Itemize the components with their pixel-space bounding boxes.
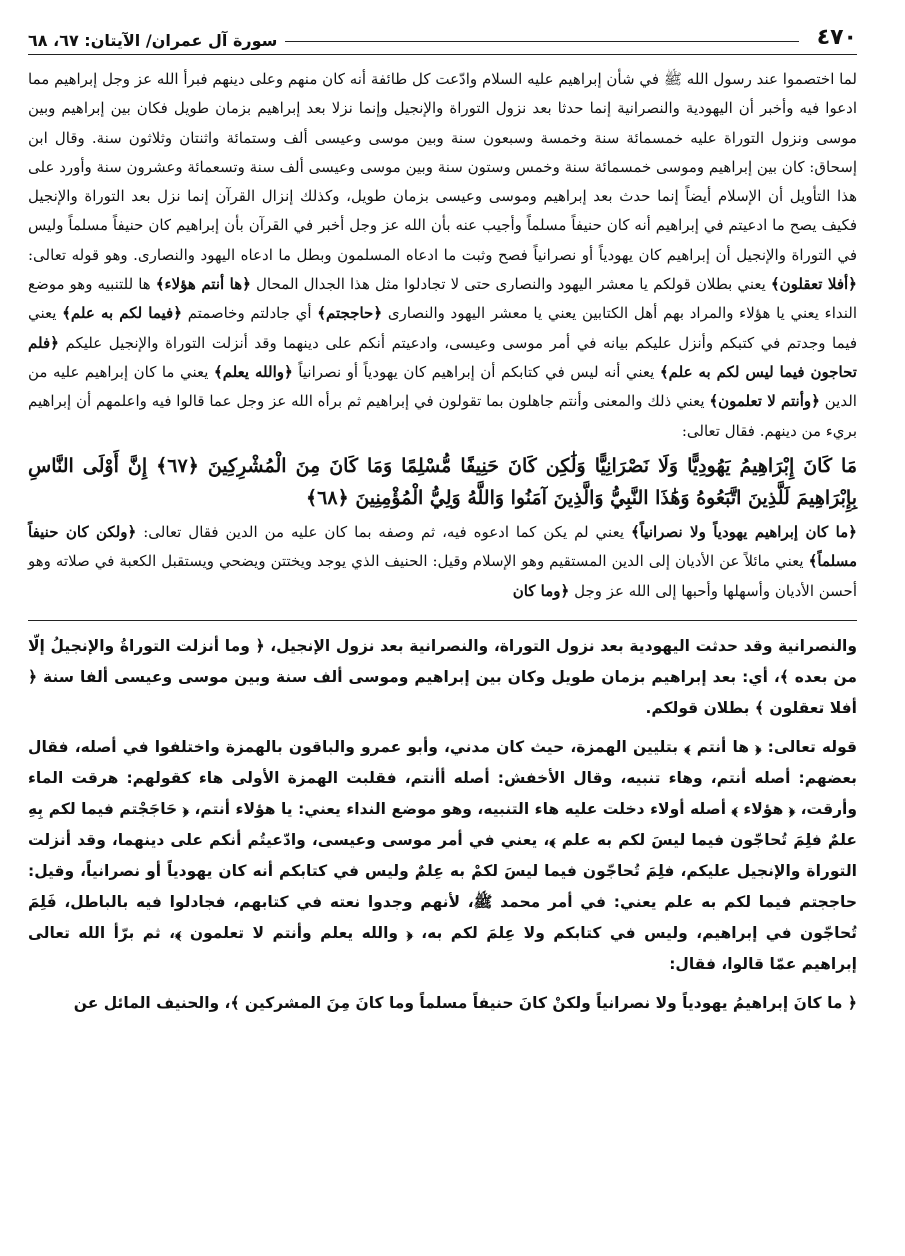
tafsir-paragraph: لما اختصموا عند رسول الله ﷺ في شأن إبراهيم عليه السلام وادّعت كل طائفة أنه كان منهم وعلى دينهم فبرأ الله عز وجل إبراهيم مما ادعوا فيه وأخبر أن اليهودية والنصرانية إنما حدثا بعد نزول التوراة والإنجيل وإنما نزلا بعد إبراهيم بزمان طويل فكان بين إبراهيم وبين موسى ونزول التوراة عليه خمسمائة سنة وخمسة وسبعون سنة وبين موسى وعيسى ألف وستمائة واثنتان وثلاثون سنة. وقال ابن إسحاق: كان بين إبراهيم وموسى خمسمائة سنة وخمس وستون سنة وبين موسى وعيسى ألف سنة وتسعمائة وعشرون سنة وأورد على هذا التأويل أن الإسلام أيضاً إنما حدث بعد إبراهيم وموسى وعيسى بزمان طويل، وكذلك إنزال القرآن إنما نزل بعد التوراة والإنجيل فكيف يصح ما ادعيتم في إبراهيم أنه كان حنيفاً مسلماً وأجيب عنه بأن الله عز وجل أخبر في القرآن بأن إبراهيم كان حنيفاً مسلماً وليس في التوراة والإنجيل أن إبراهيم كان يهودياً أو نصرانياً فصح وثبت ما ادعاه المسلمون وبطل ما ادعاه اليهود والنصارى. وهو قوله تعالى: ﴿أفلا تعقلون﴾ يعني بطلان قولكم يا معشر اليهود والنصارى حتى لا تجادلوا مثل هذا الجدال المحال ﴿ها أنتم هؤلاء﴾ ها للتنبيه وهو موضع النداء يعني يا هؤلاء والمراد بهم أهل الكتابين يعني يا معشر اليهود والنصارى ﴿حاججتم﴾ أي جادلتم وخاصمتم ﴿فيما لكم به علم﴾ يعني فيما وجدتم في كتبكم وأنزل عليكم بيانه في أمر موسى وعيسى، وادعيتم أنكم على دينهما وقد أنزلت التوراة والإنجيل عليكم ﴿فلم تحاجون فيما ليس لكم به علم﴾ يعني أنه ليس في كتابكم أن إبراهيم كان يهودياً أو نصرانياً ﴿والله يعلم﴾ يعني ما كان إبراهيم عليه من الدين ﴿وأنتم لا تعلمون﴾ يعني ذلك والمعنى وأنتم جاهلون بما تقولون في إبراهيم ثم برأه الله عز وجل عما قالوا فيه واعلمهم أن إبراهيم بريء من دينهم. فقال تعالى: [28,70,858,440]
quote-phrase: ﴿ما كان إبراهيم يهودياً ولا نصرانياً﴾ [630,522,857,541]
quote-phrase: ﴿ولكن كان حنيفاً مسلماً﴾ [28,522,857,571]
quote-phrase: ﴿فيما لكم به علم﴾ [62,304,182,323]
tafsir-paragraph-2: ﴿ما كان إبراهيم يهودياً ولا نصرانياً﴾ يعني لم يكن كما ادعوه فيه، ثم وصفه بما كان عليه من الدين فقال تعالى: ﴿ولكن كان حنيفاً مسلماً﴾ يعني مائلاً عن الأديان إلى الدين المستقيم وهو الإسلام وقيل: الحنيف الذي يوجد ويختتن ويضحي ويستقبل الكعبة في صلاته وهو أحسن الأديان وأسهلها وأحبها إلى الله عز وجل ﴿وما كان [28,522,857,600]
quote-phrase: ﴿أفلا تعقلون﴾ [770,275,857,294]
footnote-paragraph: والنصرانية وقد حدثت اليهودية بعد نزول التوراة، والنصرانية بعد نزول الإنجيل، ﴿ وما أنزلت التوراةُ والإنجيلُ إلّا من بعده ﴾، أي: بعد إبراهيم بزمان طويل وكان بين إبراهيم وموسى ألف سنة وبين موسى وعيسى ألفا سنة ﴿ أفلا تعقلون ﴾ بطلان قولكم. [28,637,857,718]
footnote-paragraph: قوله تعالى: ﴿ ها أنتم ﴾ بتليين الهمزة، حيث كان مدني، وأبو عمرو والباقون بالهمزة واختلفوا في أصله، فقال بعضهم: أصله أنتم، وهاء تنبيه، وقال الأخفش: أصله أأنتم، فقلبت الهمزة الأولى هاء كقولهم: هرقت الماء وأرقت، ﴿ هؤلاء ﴾ أصله أولاء دخلت عليه هاء التنبيه، وهو موضع النداء يعني: يا هؤلاء أنتم، ﴿ حَاجَجْتم فيما لكم بِهِ علمٌ فلِمَ تُحاجّون فيما ليسَ لكم به علم ﴾، يعني في أمر موسى وعيسى، وادّعيتُم أنكم على دينهما، وقد أنزلت التوراة والإنجيل عليكم، فلِمَ تُحاجّون فيما ليسَ لكمْ به عِلمٌ وليس في كتابكم أنه كان يهودياً أو نصرانياً، وقيل: حاججتم فيما لكم به علم يعني: في أمر محمد ﷺ، لأنهم وجدوا نعته في كتابهم، فجادلوا فيه بالباطل، فَلِمَ تُحاجّون في إبراهيم، وليس في كتابكم ولا عِلمَ لكم به، ﴿ والله يعلم وأنتم لا تعلمون ﴾، ثم برّأ الله تعالى إبراهيم عمّا قالوا، فقال: [28,738,857,974]
quote-phrase: ﴿وأنتم لا تعلمون﴾ [709,392,820,411]
footnote-paragraph: ﴿ ما كانَ إبراهيمُ يهودياً ولا نصرانياً ولكنْ كانَ حنيفاً مسلماً وما كانَ مِنَ المشركين ﴾، والحنيف المائل عن [73,994,857,1013]
section-divider [28,620,857,621]
page-number: ٤٧٠ [816,25,857,50]
surah-reference: سورة آل عمران/ الآيتان: ٦٧، ٦٨ [28,31,278,50]
quote-phrase: ﴿وما كان [512,581,570,600]
quote-phrase: ﴿حاججتم﴾ [317,304,383,323]
quote-phrase: ﴿ها أنتم هؤلاء﴾ [155,275,251,294]
header-rule [285,41,798,42]
quran-verse: مَا كَانَ إِبْرَاهِيمُ يَهُودِيًّا وَلَا نَصْرَانِيًّا وَلَٰكِن كَانَ حَنِيفًا مُّسْلِمًا وَمَا كَانَ مِنَ الْمُشْرِكِينَ ﴿٦٧﴾ إِنَّ أَوْلَى النَّاسِ بِإِبْرَاهِيمَ لَلَّذِينَ اتَّبَعُوهُ وَهَٰذَا النَّبِيُّ وَالَّذِينَ آمَنُوا وَاللَّهُ وَلِيُّ الْمُؤْمِنِينَ ﴿٦٨﴾ [28,454,857,509]
quote-phrase: ﴿فلم تحاجون فيما ليس لكم به علم﴾ [28,333,857,381]
page-header [28,18,857,55]
quote-phrase: ﴿والله يعلم﴾ [213,362,293,381]
